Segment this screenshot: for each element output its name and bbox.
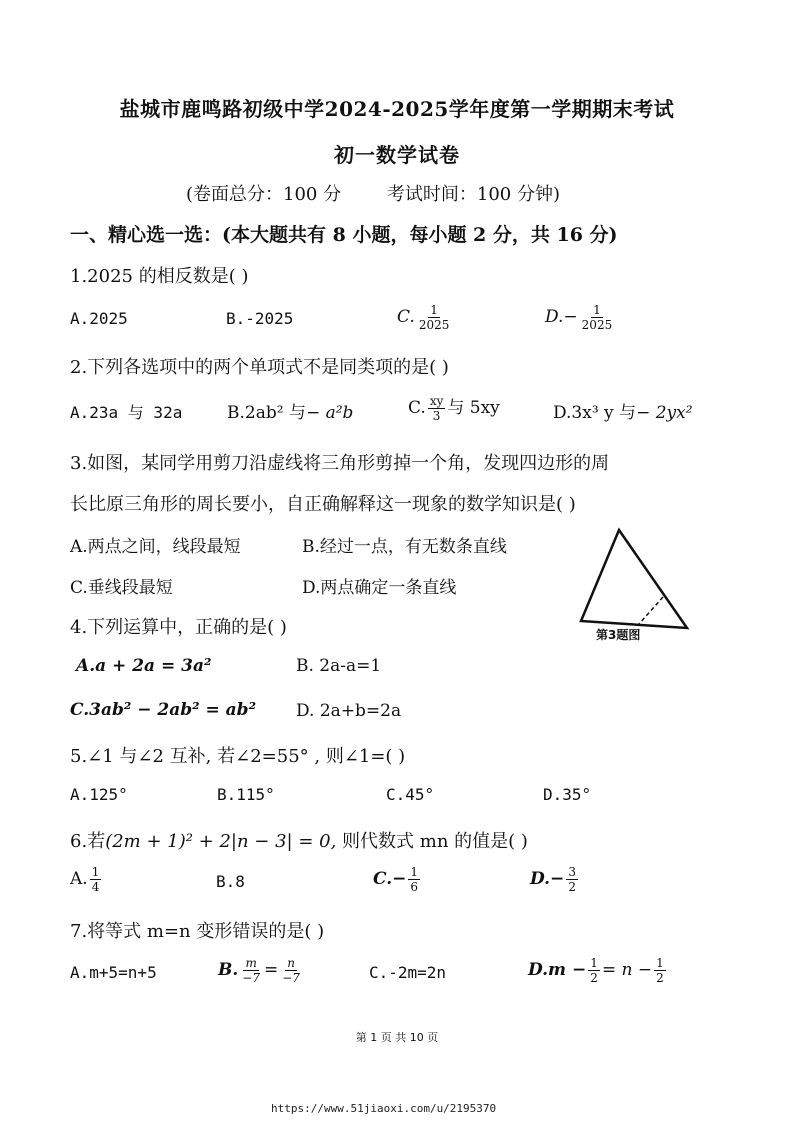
dashed-cut-line (639, 597, 663, 624)
question-4-option-b: B. 2a-a=1 (296, 656, 382, 676)
question-3-option-c: C.垂线段最短 (70, 578, 173, 598)
question-5-stem: 5.∠1 与∠2 互补, 若∠2=55° , 则∠1=( ) (70, 746, 406, 767)
figure-caption: 第3题图 (596, 628, 641, 642)
page-footer: 第 1 页 共 10 页 (355, 1031, 439, 1044)
question-4-stem: 4.下列运算中，正确的是( ) (70, 617, 287, 638)
page-subtitle: 初一数学试卷 (334, 143, 460, 167)
section-heading: 一、精心选一选：(本大题共有 8 小题，每小题 2 分，共 16 分) (70, 224, 618, 246)
question-1-option-b: B.-2025 (226, 309, 294, 328)
question-1-option-a: A.2025 (70, 309, 128, 328)
question-2-option-d: D.3x³ y 与− 2yx² (553, 403, 693, 423)
question-3-stem-line2: 长比原三角形的周长要小，自正确解释这一现象的数学知识是( ) (70, 494, 576, 515)
question-4-option-d: D. 2a+b=2a (296, 701, 402, 721)
question-6-stem: 6.若(2m + 1)² + 2|n − 3| = 0, 则代数式 mn 的值是( ) (70, 831, 528, 852)
question-7-stem: 7.将等式 m=n 变形错误的是( ) (70, 921, 325, 942)
question-5-option-c: C.45° (386, 785, 435, 804)
question-3-option-a: A.两点之间，线段最短 (70, 537, 241, 557)
question-1-stem: 1.2025 的相反数是( ) (70, 266, 249, 287)
question-2-option-a: A.23a 与 32a (70, 403, 183, 422)
question-3-option-d: D.两点确定一条直线 (302, 578, 457, 598)
question-7-option-d: D.m − $\frac{1}{2}$ = n − $\frac{1}{2}$ (528, 956, 664, 985)
question-7-option-a: A.m+5=n+5 (70, 963, 157, 982)
question-6-option-b: B.8 (216, 872, 245, 891)
page-title: 盐城市鹿鸣路初级中学2024-2025学年度第一学期期末考试 (119, 97, 675, 121)
triangle-figure (575, 527, 695, 631)
question-5-option-d: D.35° (543, 785, 592, 804)
question-5-option-b: B.115° (217, 785, 275, 804)
question-5-option-a: A.125° (70, 785, 128, 804)
question-2-option-b: B.2ab² 与− a²b (227, 403, 354, 423)
question-2-option-c: C. $\frac{xy}{3}$ 与 5xy (408, 394, 500, 423)
question-2-stem: 2.下列各选项中的两个单项式不是同类项的是( ) (70, 357, 449, 378)
question-3-stem-line1: 3.如图，某同学用剪刀沿虚线将三角形剪掉一个角，发现四边形的周 (70, 453, 610, 474)
question-7-option-c: C.-2m=2n (369, 963, 447, 982)
question-4-option-a: A.a + 2a = 3a² (76, 656, 212, 676)
question-6-option-d: D.− $\frac{3}{2}$ (530, 865, 576, 894)
triangle-shape (581, 530, 687, 628)
exam-info: (卷面总分：100 分 考试时间：100 分钟) (186, 184, 560, 205)
question-4-option-c: C.3ab² − 2ab² = ab² (70, 700, 257, 720)
question-6-option-c: C.− $\frac{1}{6}$ (373, 865, 419, 894)
question-7-option-b: B. $\frac{m}{-7}$ = $\frac{n}{-7}$ (218, 956, 300, 985)
question-3-option-b: B.经过一点，有无数条直线 (302, 537, 507, 557)
question-1-option-c: C. $\frac{1}{2025}$ (397, 303, 450, 332)
question-1-option-d: D.− $\frac{1}{2025}$ (545, 303, 613, 332)
watermark-link[interactable]: https://www.51jiaoxi.com/u/2195370 (271, 1102, 497, 1115)
question-6-option-a: A. $\frac{1}{4}$ (70, 865, 100, 894)
